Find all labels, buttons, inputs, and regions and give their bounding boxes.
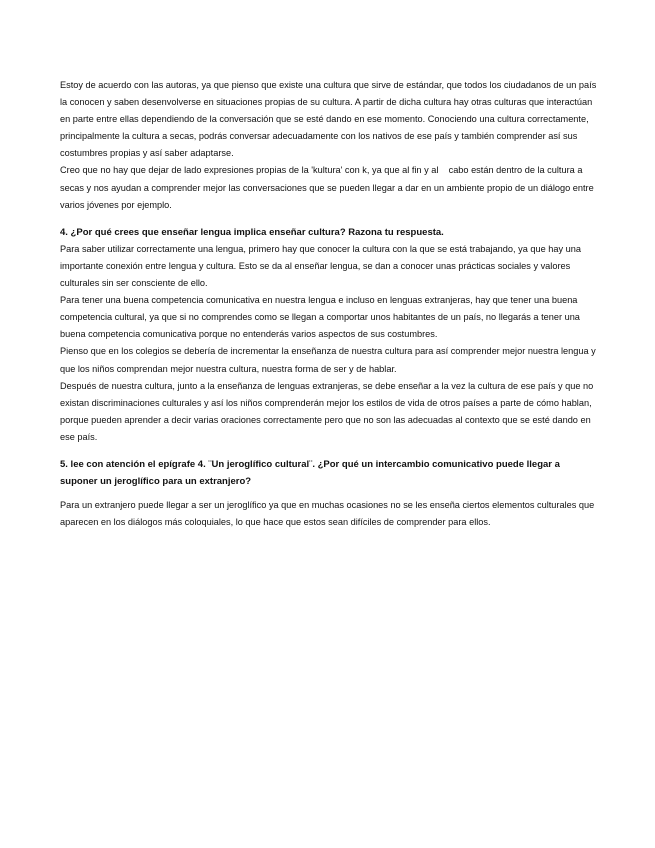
question-4-paragraph: Después de nuestra cultura, junto a la enseñanza de lenguas extranjeras, se debe enseñar a la vez la cultura de ese país y que no existan discriminaciones culturales y así los niños comprenderán mejor los estilos de vida de otros países a parte de cómo hablan, porque pueden aprender a decir varias oraciones correctamente pero que no son las adecuadas al contexto que se esté dando en ese país. xyxy=(60,380,596,442)
question-4-heading: 4. ¿Por qué crees que enseñar lengua implica enseñar cultura? Razona tu respuesta. xyxy=(60,226,444,238)
intro-paragraph: Estoy de acuerdo con las autoras, ya que pienso que existe una cultura que sirve de estándar, que todos los ciudadanos de un país la conocen y saben desenvolverse en situaciones propias de su cultura. A partir de dicha cultura hay otras culturas que interactúan en parte entre ellas dependiendo de la conversación que se esté dando en ese momento. Conociendo una cultura correctamente, principalmente la cultura a secas, podrás conversar adecuadamente con los nativos de ese país y también comprender así sus costumbres propias y así saber adaptarse. xyxy=(60,80,599,159)
question-4-paragraph: Para saber utilizar correctamente una lengua, primero hay que conocer la cultura con la que se está trabajando, ya que hay una importante conexión entre lengua y cultura. Esto se da al enseñar lengua, se dan a conocer unas prácticas sociales y valores culturales sin ser consciente de ello. xyxy=(60,243,584,289)
intro-paragraph: Creo que no hay que dejar de lado expresiones propias de la 'kultura' con k, ya que al fin y al cabo están dentro de la cultura a secas y nos ayudan a comprender mejor las conversaciones que se pueden llegar a dar en un ambiente propio de un diálogo entre varios jóvenes por ejemplo. xyxy=(60,165,597,210)
question-4-paragraph: Pienso que en los colegios se debería de incrementar la enseñanza de nuestra cultura para así comprender mejor nuestra lengua y que los niños comprendan mejor nuestra cultura, nuestra forma de ser y de hablar. xyxy=(60,346,599,374)
document-body xyxy=(60,77,600,531)
question-4-paragraph: Para tener una buena competencia comunicativa en nuestra lengua e incluso en lenguas extranjeras, hay que tener una buena competencia cultural, ya que si no comprendes como se llegan a comportar unos habitantes de un país, no llegarás a tener una buena competencia comunicativa porque no entenderás varios aspectos de sus costumbres. xyxy=(60,295,583,340)
question-5-paragraph: Para un extranjero puede llegar a ser un jeroglífico ya que en muchas ocasiones no se les enseña ciertos elementos culturales que aparecen en los diálogos más coloquiales, lo que hace que estos sean difíciles de comprender para ellos. xyxy=(60,500,597,528)
question-5-heading: 5. lee con atención el epígrafe 4. ¨Un jeroglífico cultural¨. ¿Por qué un intercambio comunicativo puede llegar a suponer un jeroglífico para un extranjero? xyxy=(60,458,563,488)
